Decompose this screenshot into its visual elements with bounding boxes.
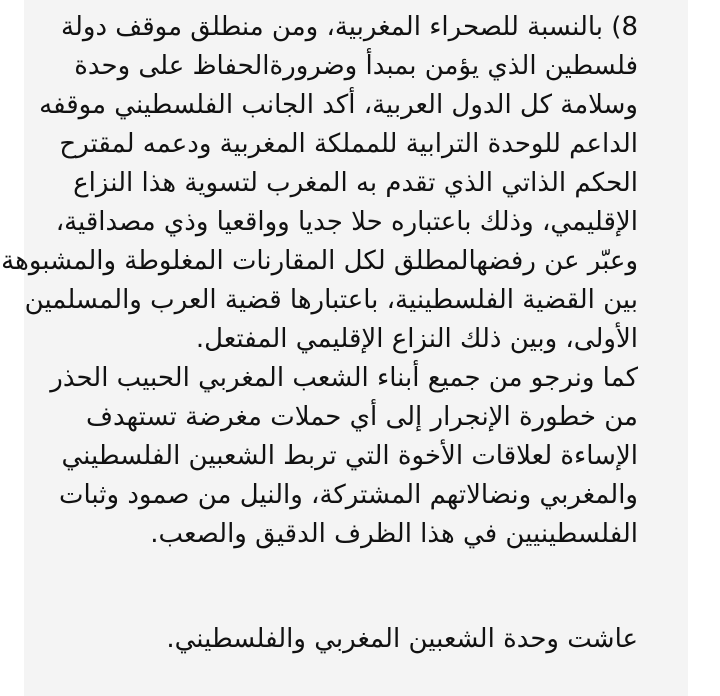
paragraph-1-line-3: وسلامة كل الدول العربية، أكد الجانب الفلسطيني موقفه — [39, 90, 638, 120]
paragraph-1-line-1: 8) بالنسبة للصحراء المغربية، ومن منطلق موقف دولة — [61, 12, 638, 42]
paragraph-2-line-3: الإساءة لعلاقات الأخوة التي تربط الشعبين الفلسطيني — [61, 441, 638, 471]
paragraph-1-line-8: بين القضية الفلسطينية، باعتبارها قضية العرب والمسلمين — [24, 285, 638, 315]
paragraph-1-line-5: الحكم الذاتي الذي تقدم به المغرب لتسوية هذا النزاع — [73, 168, 638, 198]
paragraph-2-line-5: الفلسطينيين في هذا الظرف الدقيق والصعب. — [150, 519, 638, 549]
document-text-area — [1, 0, 688, 696]
paragraph-1-line-9: الأولى، وبين ذلك النزاع الإقليمي المفتعل. — [195, 324, 638, 354]
paragraph-2-line-2: من خطورة الإنجرار إلى أي حملات مغرضة تستهدف — [86, 402, 638, 432]
paragraph-2-line-4: والمغربي ونضالاتهم المشتركة، والنيل من صمود وثبات — [59, 480, 638, 510]
paragraph-1-line-2: فلسطين الذي يؤمن بمبدأ وضرورةالحفاظ على وحدة — [74, 51, 638, 81]
paragraph-1-line-6: الإقليمي، وذلك باعتباره حلا جديا وواقعيا وذي مصداقية، — [55, 207, 638, 237]
paragraph-3-line-1: عاشت وحدة الشعبين المغربي والفلسطيني. — [166, 624, 638, 654]
paragraph-2-line-1: كما ونرجو من جميع أبناء الشعب المغربي الحبيب الحذر — [50, 363, 638, 393]
paragraph-1-line-7: وعبّر عن رفضهالمطلق لكل المقارنات المغلوطة والمشبوهة — [1, 246, 638, 276]
paragraph-1-line-4: الداعم للوحدة الترابية للمملكة المغربية ودعمه لمقترح — [59, 129, 638, 159]
